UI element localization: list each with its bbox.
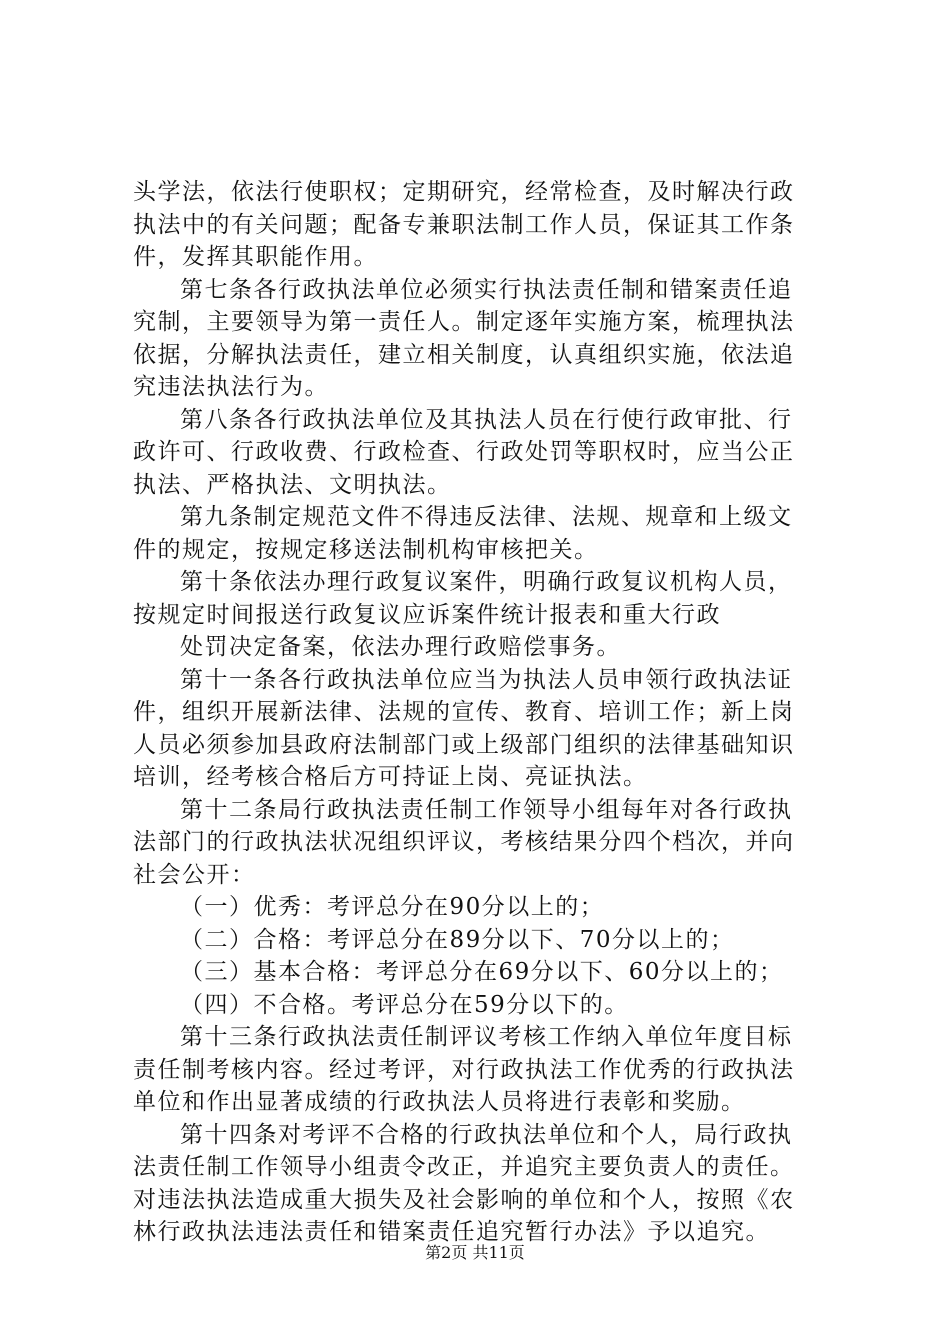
text-line: 人员必须参加县政府法制部门或上级部门组织的法律基础知识 [133, 731, 795, 758]
text-line: 究制，主要领导为第一责任人。制定逐年实施方案，梳理执法 [133, 309, 795, 335]
document-body [133, 176, 833, 1249]
text-line: 件，发挥其职能作用。 [133, 244, 378, 270]
text-line: 第十三条行政执法责任制评议考核工作纳入单位年度目标 [180, 1024, 793, 1050]
text-line: 第七条各行政执法单位必须实行执法责任制和错案责任追 [180, 276, 793, 303]
text-line: （一）优秀：考评总分在90分以上的； [180, 894, 605, 920]
page-footer: 第2页 共11页 [425, 1243, 525, 1262]
text-line: 第十条依法办理行政复议案件，明确行政复议机构人员， [180, 569, 793, 595]
text-line: （二）合格：考评总分在89分以下、70分以上的； [180, 926, 735, 953]
text-line: 对违法执法造成重大损失及社会影响的单位和个人，按照《农 [133, 1186, 795, 1213]
text-line: 培训，经考核合格后方可持证上岗、亮证执法。 [133, 764, 648, 790]
text-line: 法责任制工作领导小组责令改正，并追究主要负责人的责任。 [133, 1154, 795, 1180]
text-line: 执法中的有关问题；配备专兼职法制工作人员，保证其工作条 [133, 211, 795, 238]
text-line: 头学法，依法行使职权；定期研究，经常检查，及时解决行政 [133, 179, 795, 205]
text-line: 第十四条对考评不合格的行政执法单位和个人，局行政执 [180, 1121, 793, 1148]
text-line: 第十二条局行政执法责任制工作领导小组每年对各行政执 [180, 796, 793, 823]
text-line: 第八条各行政执法单位及其执法人员在行使行政审批、行 [180, 406, 793, 433]
text-line: 法部门的行政执法状况组织评议，考核结果分四个档次，并向 [133, 829, 795, 855]
text-line: 处罚决定备案，依法办理行政赔偿事务。 [180, 634, 621, 660]
text-line: 林行政执法违法责任和错案责任追究暂行办法》予以追究。 [133, 1219, 770, 1245]
text-line: 第九条制定规范文件不得违反法律、法规、规章和上级文 [180, 504, 793, 530]
text-line: 执法、严格执法、文明执法。 [133, 471, 452, 498]
text-line: 究违法执法行为。 [133, 374, 329, 400]
text-line: （四）不合格。考评总分在59分以下的。 [180, 991, 629, 1018]
text-line: 政许可、行政收费、行政检查、行政处罚等职权时，应当公正 [133, 439, 795, 465]
text-line: 社会公开： [133, 861, 256, 888]
text-line: 件，组织开展新法律、法规的宣传、教育、培训工作；新上岗 [133, 699, 795, 725]
text-line: 第十一条各行政执法单位应当为执法人员申领行政执法证 [180, 666, 793, 693]
text-line: 按规定时间报送行政复议应诉案件统计报表和重大行政 [133, 601, 721, 628]
text-line: 责任制考核内容。经过考评，对行政执法工作优秀的行政执法 [133, 1056, 795, 1083]
text-line: 依据，分解执法责任，建立相关制度，认真组织实施，依法追 [133, 341, 795, 368]
text-line: （三）基本合格：考评总分在69分以下、60分以上的； [180, 959, 784, 985]
text-line: 单位和作出显著成绩的行政执法人员将进行表彰和奖励。 [133, 1089, 746, 1115]
text-line: 件的规定，按规定移送法制机构审核把关。 [133, 536, 599, 563]
